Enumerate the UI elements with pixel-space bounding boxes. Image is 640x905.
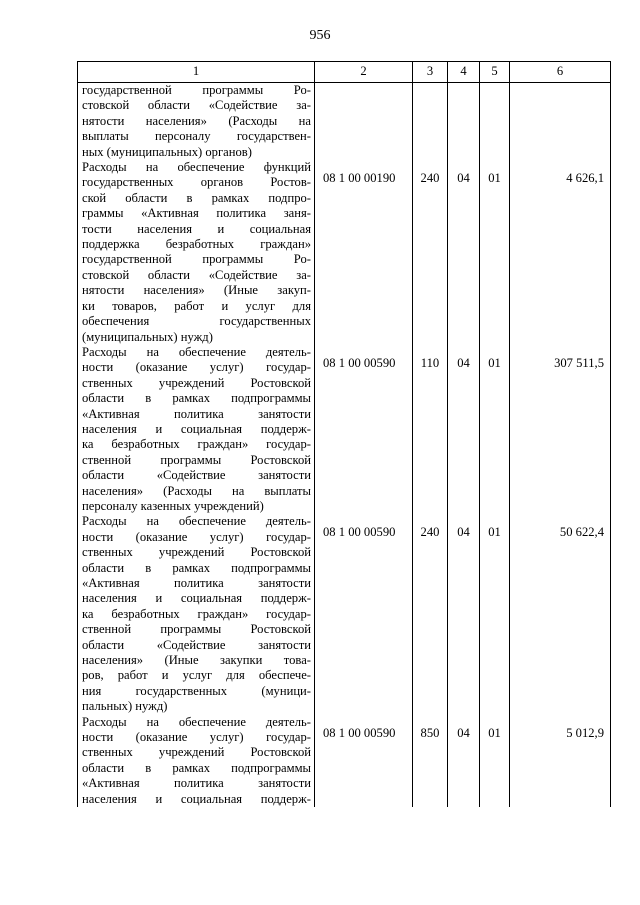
description-line: ственных учреждений Ростовской — [82, 745, 311, 760]
description-line: ка безработных граждан» государ- — [82, 437, 311, 452]
description-line: тости населения и социальная — [82, 221, 311, 236]
amount-value: 50 622,4 — [510, 514, 611, 714]
expense-type-code: 240 — [413, 514, 448, 714]
description-line: «Активная политика занятости — [82, 406, 311, 421]
description-line: ности (оказание услуг) государ- — [82, 730, 311, 745]
description-line: области «Содействие занятости — [82, 637, 311, 652]
description-line: государственной программы Ро- — [82, 83, 311, 97]
description-line: населения и социальная поддерж- — [82, 591, 311, 606]
description-line: граммы «Активная политика заня- — [82, 206, 311, 221]
description-line: Расходы на обеспечение функций — [82, 160, 311, 175]
description-line: поддержка безработных граждан» — [82, 237, 311, 252]
description-line: государственных органов Ростов- — [82, 175, 311, 190]
table-row — [78, 83, 611, 161]
description-line: области в рамках подпрограммы — [82, 560, 311, 575]
description-line: области «Содействие занятости — [82, 468, 311, 483]
subsection-code: 01 — [480, 715, 510, 807]
page-number: 956 — [309, 28, 331, 43]
column-header: 2 — [315, 62, 413, 83]
description-line: населения» (Иные закупки това- — [82, 653, 311, 668]
column-header: 5 — [480, 62, 510, 83]
subsection-code: 01 — [480, 514, 510, 714]
amount-value: 4 626,1 — [510, 160, 611, 345]
description-line: ных (муниципальных) органов) — [82, 144, 252, 159]
target-article-code: 08 1 00 00190 — [315, 160, 413, 345]
description-line: стовской области «Содействие за- — [82, 267, 311, 282]
target-article-code: 08 1 00 00590 — [315, 514, 413, 714]
description-line: обеспечения государственных — [82, 314, 311, 329]
description-line: ности (оказание услуг) государ- — [82, 529, 311, 544]
amount-value: 307 511,5 — [510, 345, 611, 514]
table-row — [78, 160, 611, 345]
expense-type-code — [413, 83, 448, 161]
description-line: ственной программы Ростовской — [82, 452, 311, 467]
description-line: «Активная политика занятости — [82, 776, 311, 791]
section-code: 04 — [448, 715, 480, 807]
description-line: выплаты персоналу государствен- — [82, 129, 311, 144]
section-code: 04 — [448, 345, 480, 514]
expense-type-code: 110 — [413, 345, 448, 514]
description-line: стовской области «Содействие за- — [82, 98, 311, 113]
description-line: области в рамках подпрограммы — [82, 391, 311, 406]
description-line: Расходы на обеспечение деятель- — [82, 714, 311, 729]
description-line: (муниципальных) нужд) — [82, 329, 213, 344]
column-header: 1 — [78, 62, 315, 83]
budget-table — [77, 61, 611, 807]
description-line: нятости населения» (Расходы на — [82, 113, 311, 128]
description-line: ности (оказание услуг) государ- — [82, 360, 311, 375]
description-line: ственных учреждений Ростовской — [82, 545, 311, 560]
description-line: Расходы на обеспечение деятель- — [82, 344, 311, 359]
description-line: области в рамках подпрограммы — [82, 760, 311, 775]
amount-value: 5 012,9 — [510, 715, 611, 807]
subsection-code: 01 — [480, 345, 510, 514]
section-code: 04 — [448, 160, 480, 345]
description-line: нятости населения» (Иные закуп- — [82, 283, 311, 298]
table-row — [78, 514, 611, 714]
description-line: ственной программы Ростовской — [82, 622, 311, 637]
target-article-code: 08 1 00 00590 — [315, 715, 413, 807]
subsection-code: 01 — [480, 160, 510, 345]
table-row — [78, 345, 611, 514]
column-header: 6 — [510, 62, 611, 83]
description-line: ния государственных (муници- — [82, 683, 311, 698]
target-article-code — [315, 83, 413, 161]
description-line: ка безработных граждан» государ- — [82, 606, 311, 621]
amount-value — [510, 83, 611, 161]
description-line: «Активная политика занятости — [82, 576, 311, 590]
description-line: государственной программы Ро- — [82, 252, 311, 267]
subsection-code — [480, 83, 510, 161]
expense-description — [78, 514, 315, 714]
section-code — [448, 83, 480, 161]
table-header-row — [78, 62, 611, 83]
target-article-code: 08 1 00 00590 — [315, 345, 413, 514]
expense-description — [78, 715, 315, 807]
description-line: пальных) нужд) — [82, 699, 168, 714]
description-line: ственных учреждений Ростовской — [82, 375, 311, 390]
description-line: населения» (Расходы на выплаты — [82, 483, 311, 498]
description-line: Расходы на обеспечение деятель- — [82, 514, 311, 529]
description-line: персоналу казенных учреждений) — [82, 498, 264, 513]
description-line: ской области в рамках подпро- — [82, 190, 311, 205]
description-line: населения и социальная поддерж- — [82, 421, 311, 436]
expense-type-code: 850 — [413, 715, 448, 807]
expense-description — [78, 345, 315, 514]
description-line: ров, работ и услуг для обеспече- — [82, 668, 311, 683]
section-code: 04 — [448, 514, 480, 714]
table-row — [78, 715, 611, 807]
column-header: 3 — [413, 62, 448, 83]
expense-description — [78, 160, 315, 345]
expense-type-code: 240 — [413, 160, 448, 345]
column-header: 4 — [448, 62, 480, 83]
description-line: населения и социальная поддерж- — [82, 791, 311, 806]
expense-description — [78, 83, 315, 161]
description-line: ки товаров, работ и услуг для — [82, 298, 311, 313]
